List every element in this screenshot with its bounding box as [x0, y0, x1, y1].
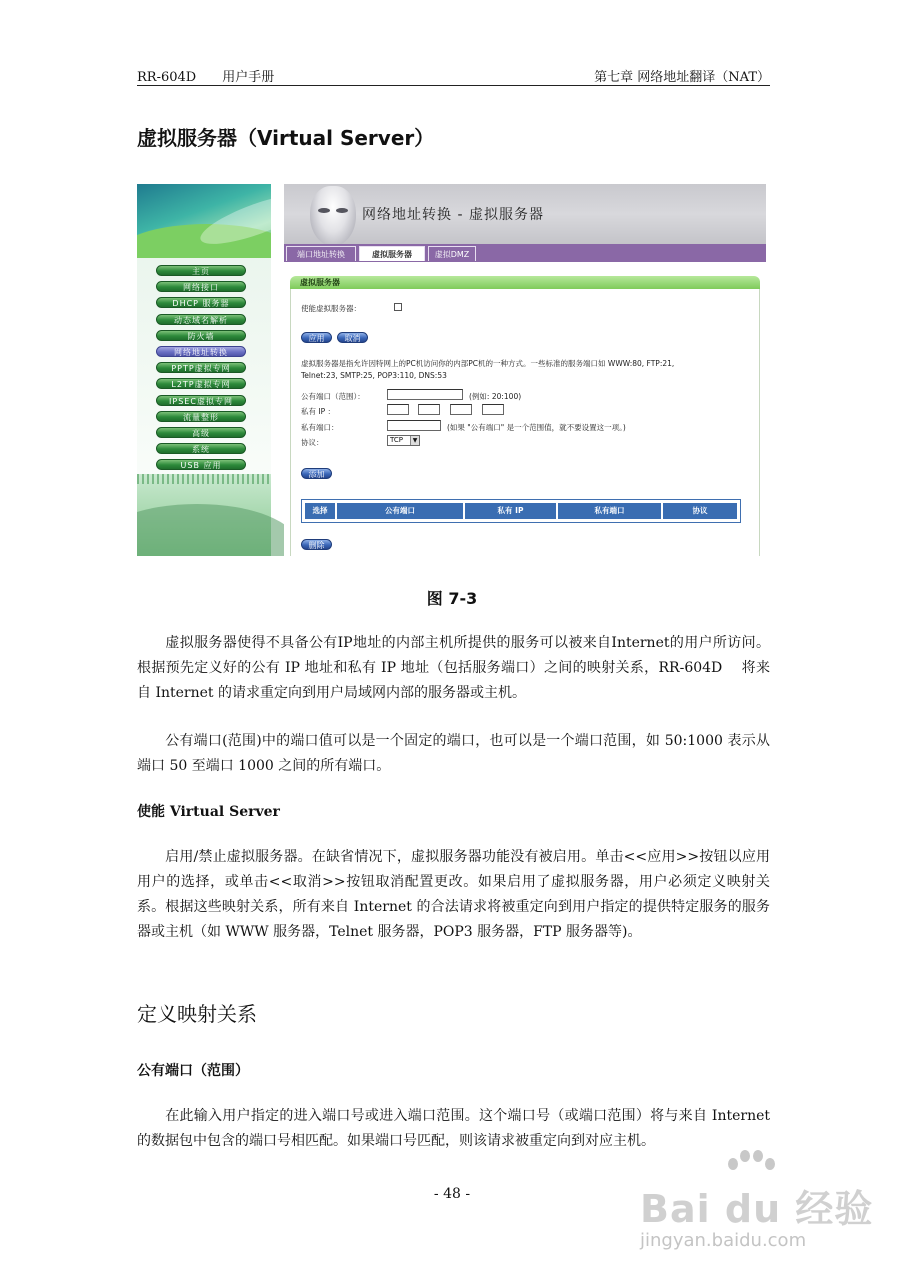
private-ip-octet-1[interactable] — [387, 404, 409, 415]
protocol-select[interactable] — [387, 435, 420, 446]
protocol-label: 协议： — [301, 438, 324, 447]
private-port-label: 私有端口： — [301, 423, 339, 432]
tab-virtual-server[interactable]: 虚拟服务器 — [359, 246, 425, 261]
tab-bar — [284, 244, 766, 262]
menu-item-dhcp[interactable]: DHCP 服务器 — [156, 297, 246, 308]
public-port-label: 公有端口（范围）： — [301, 392, 365, 401]
col-private-ip: 私有 IP — [465, 503, 558, 519]
delete-button[interactable]: 删除 — [301, 539, 332, 550]
running-header — [137, 64, 770, 86]
heading-define-mapping: 定义映射关系 — [137, 1002, 257, 1026]
col-protocol: 协议 — [663, 503, 737, 519]
col-private-port: 私有端口 — [558, 503, 663, 519]
mapping-table-header — [305, 503, 737, 519]
sidebar-logo-art — [137, 184, 271, 258]
baidu-watermark: Bai du 经验 jingyan.baidu.com — [640, 1150, 880, 1260]
enable-checkbox[interactable] — [394, 303, 402, 311]
sidebar-footer-art — [137, 474, 271, 556]
header-right: 第七章 网络地址翻译（NAT） — [594, 70, 770, 85]
paragraph-port-range — [137, 729, 770, 779]
page-number: - 48 - — [433, 1186, 471, 1202]
menu-item-pptp[interactable]: PPTP虚拟专网 — [156, 362, 246, 373]
apply-button[interactable]: 应用 — [301, 332, 332, 343]
cancel-button[interactable]: 取消 — [337, 332, 368, 343]
paragraph-port-range-text: 公有端口(范围)中的端口值可以是一个固定的端口，也可以是一个端口范围，如 50:1000 表示从端口 50 至端口 1000 之间的所有端口。 — [137, 733, 770, 774]
private-ip-octet-4[interactable] — [482, 404, 504, 415]
paragraph-intro — [137, 631, 770, 706]
paragraph-public-port-text: 在此输入用户指定的进入端口号或进入端口范围。这个端口号（或端口范围）将与来自 Internet 的数据包中包含的端口号相匹配。如果端口号匹配，则该请求被重定向到对应主机。 — [137, 1108, 770, 1149]
add-button[interactable]: 添加 — [301, 468, 332, 479]
menu-item-network[interactable]: 网络接口 — [156, 281, 246, 292]
menu-item-system[interactable]: 系统 — [156, 443, 246, 454]
heading-enable: 使能 Virtual Server — [137, 804, 280, 820]
menu-item-nat[interactable]: 网络地址转换 — [156, 346, 246, 357]
nav-menu — [156, 265, 246, 475]
public-port-hint: (例如: 20:100) — [469, 392, 522, 401]
card-title: 虚拟服务器 — [290, 276, 760, 289]
page-banner — [284, 184, 766, 244]
private-port-hint: (如果 "公有端口" 是一个范围值，就不要设置这一项。) — [447, 423, 626, 432]
private-port-input[interactable] — [387, 420, 441, 431]
menu-item-l2tp[interactable]: L2TP虚拟专网 — [156, 378, 246, 389]
tab-port-address-translation[interactable]: 端口地址转换 — [286, 246, 356, 261]
figure-caption: 图 7-3 — [426, 589, 478, 608]
menu-item-usb[interactable]: USB 应用 — [156, 459, 246, 470]
enable-label: 使能虚拟服务器： — [301, 304, 361, 313]
menu-item-ipsec[interactable]: IPSEC虚拟专网 — [156, 395, 246, 406]
section-title: 虚拟服务器（Virtual Server） — [137, 126, 435, 150]
public-port-input[interactable] — [387, 389, 463, 400]
menu-item-traffic[interactable]: 流量整形 — [156, 411, 246, 422]
menu-item-ddns[interactable]: 动态域名解析 — [156, 314, 246, 325]
heading-public-port: 公有端口（范围） — [137, 1063, 249, 1079]
paragraph-public-port — [137, 1104, 770, 1154]
banner-title: 网络地址转换 - 虚拟服务器 — [362, 207, 544, 223]
col-public-port: 公有端口 — [337, 503, 465, 519]
content-panel — [284, 184, 766, 556]
menu-item-advanced[interactable]: 高级 — [156, 427, 246, 438]
paragraph-intro-text: 虚拟服务器使得不具备公有IP地址的内部主机所提供的服务可以被来自Internet的用户所访问。根据预先定义好的公有 IP 地址和私有 IP 地址（包括服务端口）之间的映射关系，RR-604D 将来自 Internet 的请求重定向到用户局域网内部的服务器或主机。 — [137, 635, 770, 701]
description-line-1: 虚拟服务器是指允许因特网上的PC机访问你的内部PC机的一种方式。一些标准的服务端口如 WWW:80, FTP:21, — [301, 359, 675, 368]
nav-sidebar — [137, 184, 271, 556]
private-ip-octet-3[interactable] — [450, 404, 472, 415]
header-left: RR-604D 用户手册 — [137, 70, 275, 85]
menu-item-firewall[interactable]: 防火墙 — [156, 330, 246, 341]
private-ip-label: 私有 IP ： — [301, 407, 336, 416]
mapping-table — [301, 499, 741, 523]
menu-item-home[interactable]: 主页 — [156, 265, 246, 276]
tab-virtual-dmz[interactable]: 虚拟DMZ — [428, 246, 476, 261]
col-select: 选择 — [305, 503, 337, 519]
router-screenshot — [137, 184, 766, 556]
protocol-selected-value: TCP — [390, 436, 403, 444]
description-line-2: Telnet:23, SMTP:25, POP3:110, DNS:53 — [301, 371, 447, 380]
paragraph-enable-text: 启用/禁止虚拟服务器。在缺省情况下，虚拟服务器功能没有被启用。单击<<应用>>按钮以应用用户的选择，或单击<<取消>>按钮取消配置更改。如果启用了虚拟服务器，用户必须定义映射关系。根据这些映射关系，所有来自 Internet 的合法请求将被重定向到用户指定的提供特定服务的服务器或主机（如 WWW 服务器，Telnet 服务器，POP3 服务器，FTP 服务器等)。 — [137, 849, 770, 940]
chevron-down-icon: ▼ — [410, 436, 419, 445]
paragraph-enable — [137, 845, 770, 945]
mask-logo-icon — [310, 186, 356, 246]
private-ip-octet-2[interactable] — [418, 404, 440, 415]
